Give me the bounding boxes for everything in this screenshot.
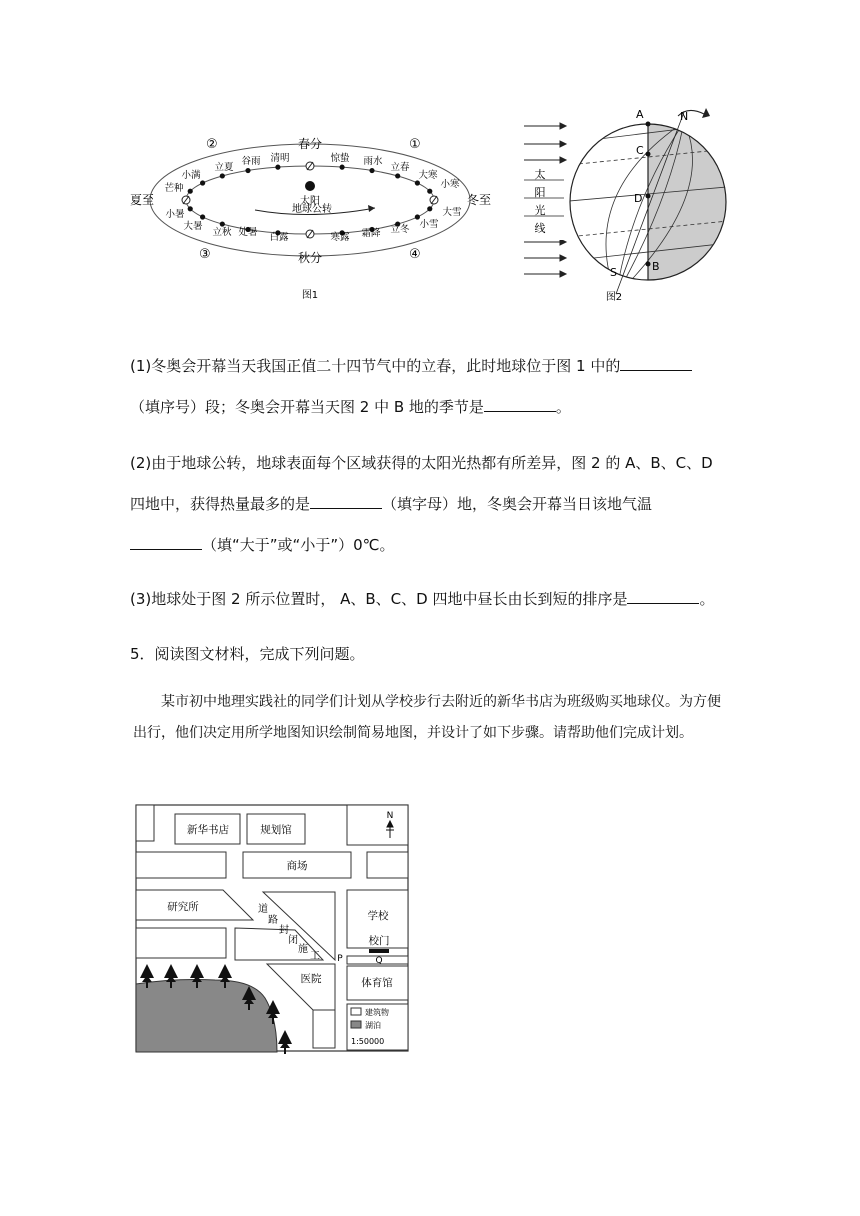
label-xiazhi: 夏至 — [130, 193, 155, 207]
road-closed-4: 闭 — [288, 935, 298, 946]
solstice-marker-right — [430, 196, 438, 204]
q3-text: (3)地球处于图 2 所示位置时， A、B、C、D 四地中昼长由长到短的排序是 — [130, 590, 628, 608]
term-lichun: 立春 — [390, 162, 410, 173]
point-c — [646, 152, 651, 157]
label-s: S — [610, 266, 617, 279]
term-hanlu: 寒露 — [330, 232, 350, 243]
term-lidong: 立冬 — [390, 224, 410, 235]
term-dot — [220, 173, 225, 178]
term-daxue: 大雪 — [442, 207, 462, 218]
block-mid-right — [367, 852, 408, 878]
legend-lake-label: 湖泊 — [365, 1021, 381, 1030]
label-dongzhi: 冬至 — [467, 193, 492, 207]
label-chunfen: 春分 — [297, 137, 323, 151]
point-a — [646, 122, 651, 127]
question-1 — [130, 346, 730, 428]
label-b: B — [652, 260, 660, 273]
road-closed-6: 工 — [310, 951, 320, 962]
term-xiaoshu: 小暑 — [165, 209, 185, 220]
term-xiaoxue: 小雪 — [419, 219, 439, 230]
label-d: D — [634, 192, 643, 205]
solstice-marker-left — [182, 196, 190, 204]
label-north: N — [386, 811, 394, 821]
term-dot — [188, 189, 193, 194]
answer-blank-5[interactable] — [627, 589, 699, 604]
label-school: 学校 — [367, 910, 389, 922]
term-liqiu: 立秋 — [212, 227, 232, 238]
term-dashu: 大暑 — [183, 221, 203, 232]
label-a: A — [636, 108, 644, 121]
term-qingming: 清明 — [270, 153, 290, 164]
q5-text: 5．阅读图文材料，完成下列问题。 — [130, 645, 365, 663]
answer-blank-4[interactable] — [130, 535, 202, 550]
question-2 — [130, 443, 730, 566]
question-3 — [130, 579, 730, 620]
figure-2-caption: 图2 — [605, 292, 623, 303]
label-p: P — [337, 954, 343, 964]
sunlight-char-3: 光 — [534, 204, 546, 217]
answer-blank-3[interactable] — [310, 494, 382, 509]
figure-2-globe-diagram — [518, 104, 740, 308]
sunlight-char-4: 线 — [534, 222, 546, 235]
block-top-right — [347, 805, 408, 845]
term-bailu: 白露 — [269, 232, 289, 243]
label-planning: 规划馆 — [260, 824, 292, 836]
quadrant-4: ④ — [409, 247, 421, 262]
sunlight-char-2: 阳 — [534, 186, 546, 199]
rotation-arrowhead — [702, 108, 710, 118]
term-guyu: 谷雨 — [241, 156, 261, 167]
term-dot — [245, 168, 250, 173]
q1-end: 。 — [555, 398, 571, 416]
road-closed-1: 道 — [258, 904, 268, 915]
block-left-low — [136, 928, 226, 958]
term-lixia: 立夏 — [214, 162, 234, 173]
term-dot — [395, 173, 400, 178]
question-5-heading — [130, 634, 730, 675]
q2-text-b: （填字母）地，冬奥会开幕当日该地气温 — [382, 495, 653, 513]
equinox-marker-bottom — [306, 230, 314, 238]
block-bottom-mid — [313, 1010, 335, 1048]
label-gate: 校门 — [368, 935, 390, 947]
term-xiaoman: 小满 — [181, 170, 201, 181]
answer-blank-1[interactable] — [620, 356, 692, 371]
quadrant-3: ③ — [199, 247, 211, 262]
arrow-head — [368, 205, 375, 212]
q1-text-b: （填序号）段；冬奥会开幕当天图 2 中 B 地的季节是 — [130, 398, 484, 416]
legend-lake-swatch — [351, 1021, 361, 1028]
road-closed-3: 封 — [279, 925, 289, 936]
equinox-marker-top — [306, 162, 314, 170]
term-dot — [427, 189, 432, 194]
road-closed-5: 施 — [298, 944, 308, 955]
legend-scale: 1:50000 — [351, 1037, 385, 1046]
answer-blank-2[interactable] — [484, 397, 556, 412]
night-hemisphere — [648, 122, 728, 282]
legend-building-swatch — [351, 1008, 361, 1015]
road-closed-2: 路 — [268, 915, 278, 926]
term-dot — [369, 168, 374, 173]
legend-building-label: 建筑物 — [365, 1008, 389, 1017]
sun-dot — [305, 181, 315, 191]
term-dot — [200, 214, 205, 219]
label-qiufen: 秋分 — [297, 251, 323, 265]
term-mangzhong: 芒种 — [164, 183, 184, 194]
term-jingzhe: 惊蛰 — [330, 153, 350, 164]
point-b — [646, 262, 651, 267]
lake — [136, 980, 277, 1053]
term-dahan: 大寒 — [418, 170, 438, 181]
term-dot — [188, 206, 193, 211]
label-q: Q — [375, 956, 383, 966]
q2-text-a: (2)由于地球公转，地球表面每个区域获得的太阳光热都有所差异，图 2 的 A、B、C、D 四地中，获得热量最多的是 — [130, 454, 713, 513]
figure-1-orbit-diagram — [120, 128, 505, 308]
block-mid-left — [136, 852, 226, 878]
q3-end: 。 — [699, 590, 715, 608]
q2-text-c: （填“大于”或“小于”）0℃。 — [202, 536, 395, 554]
label-institute: 研究所 — [167, 901, 199, 913]
quadrant-2: ② — [206, 137, 218, 152]
sunlight-char-1: 太 — [534, 168, 546, 181]
term-chushu: 处暑 — [238, 227, 258, 238]
quadrant-1: ① — [409, 137, 421, 152]
label-bookstore: 新华书店 — [187, 824, 229, 836]
term-dot — [275, 165, 280, 170]
label-gym: 体育馆 — [361, 977, 393, 989]
term-dot — [427, 206, 432, 211]
point-d — [646, 194, 651, 199]
label-n: N — [680, 110, 689, 123]
simple-map — [135, 804, 411, 1054]
q1-text-a: (1)冬奥会开幕当天我国正值二十四节气中的立春，此时地球位于图 1 中的 — [130, 357, 621, 375]
label-c: C — [636, 144, 644, 157]
term-xiaohan: 小寒 — [440, 179, 460, 190]
term-dot — [415, 180, 420, 185]
term-dot — [339, 165, 344, 170]
figure-1-caption: 图1 — [301, 290, 319, 301]
block-top-left — [136, 805, 154, 841]
passage: 某市初中地理实践社的同学们计划从学校步行去附近的新华书店为班级购买地球仪。为方便出行，他们决定用所学地图知识绘制简易地图，并设计了如下步骤。请帮助他们完成计划。 — [133, 694, 721, 741]
orbit-label: 地球公转 — [292, 204, 332, 215]
term-dot — [200, 180, 205, 185]
term-yushui: 雨水 — [363, 156, 383, 167]
sun-label: 太阳 — [300, 196, 320, 207]
term-shuangjiang: 霜降 — [361, 228, 381, 239]
label-hospital: 医院 — [300, 973, 322, 985]
term-dot — [220, 221, 225, 226]
label-mall: 商场 — [286, 860, 308, 872]
school-gate — [369, 949, 389, 953]
